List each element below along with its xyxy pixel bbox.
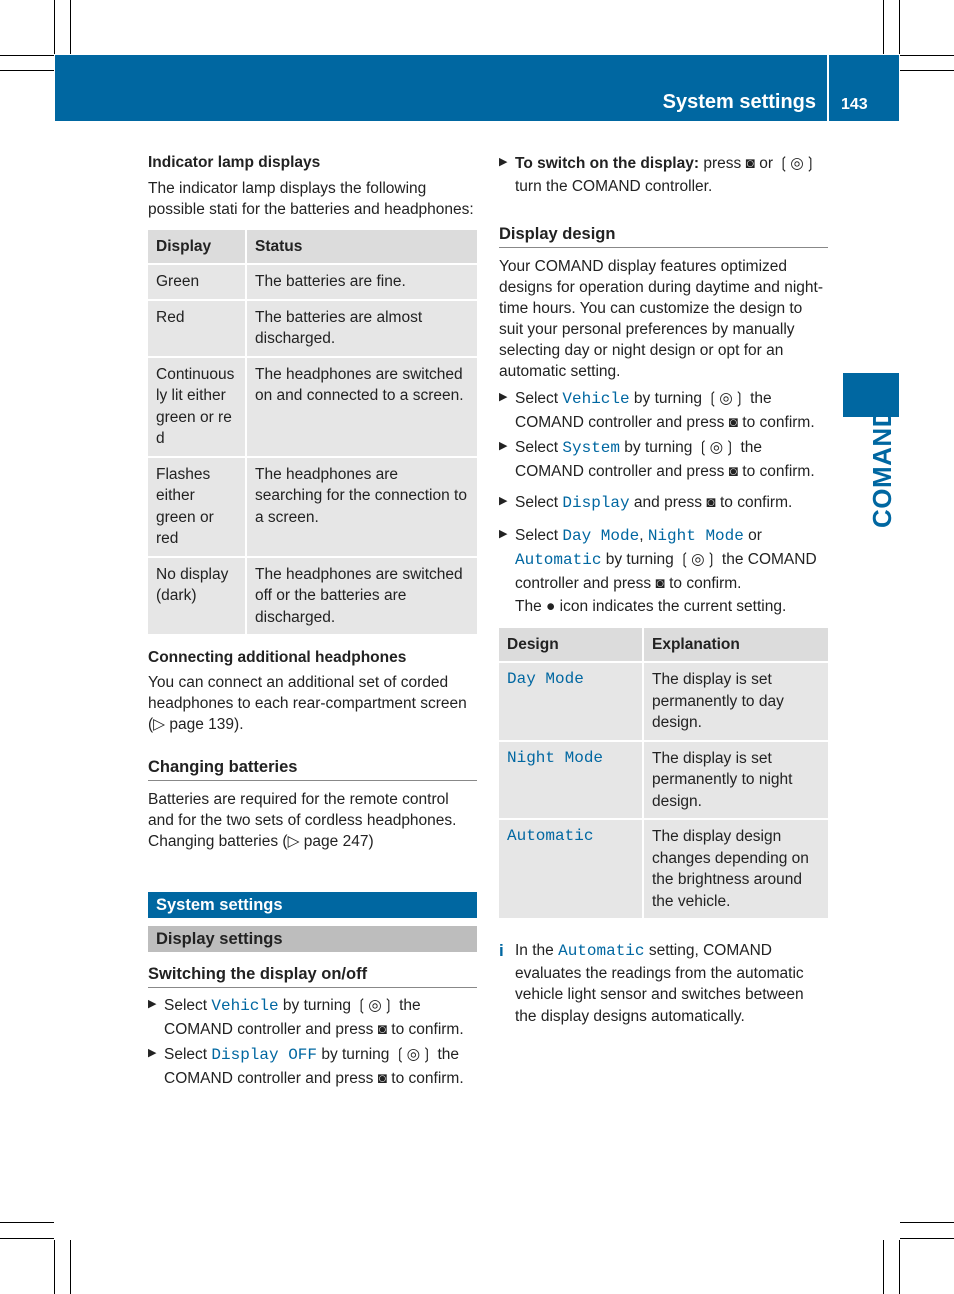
- crop-mark: [70, 1240, 71, 1294]
- header-title: System settings: [662, 91, 816, 113]
- arrow-icon: ▶: [499, 440, 508, 452]
- table-cell: Night Mode: [499, 741, 643, 820]
- menu-item-vehicle: Vehicle: [211, 997, 279, 1015]
- crop-mark: [900, 1238, 954, 1239]
- switching-heading: Switching the display on/off: [148, 964, 477, 988]
- table-cell: No display (dark): [148, 557, 246, 635]
- menu-item-display-off: Display OFF: [211, 1046, 318, 1064]
- crop-mark: [54, 1240, 55, 1294]
- crop-mark: [0, 1238, 54, 1239]
- table-cell: Green: [148, 264, 246, 300]
- arrow-icon: ▶: [499, 528, 508, 540]
- design-heading: Display design: [499, 224, 828, 248]
- table-cell: The headphones are switched off or the batteries are discharged.: [246, 557, 477, 635]
- changing-heading: Changing batteries: [148, 757, 477, 781]
- table-header-row: [499, 628, 828, 662]
- arrow-icon: ▶: [499, 391, 508, 403]
- table-cell: The headphones are searching for the connection to a screen.: [246, 457, 477, 557]
- table-row: [499, 819, 828, 918]
- page-header: [55, 55, 899, 121]
- instruction-step: ▶ Select Vehicle by turning ❲◎❳ the COMAND controller and press ◙ to confirm.: [499, 387, 828, 434]
- table-row: [148, 457, 477, 557]
- arrow-icon: ▶: [148, 998, 157, 1010]
- instruction-step: ▶ Select Vehicle by turning ❲◎❳ the COMAND controller and press ◙ to confirm.: [148, 994, 477, 1041]
- chapter-label-text: COMAND: [867, 408, 897, 528]
- crop-mark: [899, 1240, 900, 1294]
- table-cell: The display is set permanently to night design.: [643, 741, 828, 820]
- indicator-heading: Indicator lamp displays: [148, 154, 321, 171]
- design-intro: Your COMAND display features optimized designs for operation during daytime and night-time hours. You can customize the design to suit your personal preferences by manually selecting day or night design or opt for an automatic setting.: [499, 258, 823, 380]
- right-column: [499, 152, 828, 1027]
- table-cell: Day Mode: [499, 662, 643, 741]
- table-cell: The batteries are fine.: [246, 264, 477, 300]
- crop-mark: [900, 1222, 954, 1223]
- crop-mark: [0, 55, 54, 56]
- instruction-step: ▶ Select Display OFF by turning ❲◎❳ the COMAND controller and press ◙ to confirm.: [148, 1043, 477, 1090]
- crop-mark: [0, 1222, 54, 1223]
- column-header-explanation: Explanation: [643, 628, 828, 662]
- crop-mark: [0, 70, 54, 71]
- table-header-row: [148, 230, 477, 264]
- crop-mark: [900, 55, 954, 56]
- display-settings-band: Display settings: [148, 926, 477, 952]
- table-row: [148, 357, 477, 457]
- table-row: [148, 300, 477, 357]
- table-row: [148, 264, 477, 300]
- table-cell: Flashes either green or red: [148, 457, 246, 557]
- indicator-intro: The indicator lamp displays the following possible stati for the batteries and headphones:: [148, 180, 474, 218]
- table-cell: The display design changes depending on the brightness around the vehicle.: [643, 819, 828, 918]
- menu-item-automatic: Automatic: [515, 551, 602, 569]
- crop-mark: [54, 0, 55, 54]
- column-header-status: Status: [246, 230, 477, 264]
- step-note: The ● icon indicates the current setting.: [515, 598, 787, 615]
- arrow-icon: ▶: [499, 495, 508, 507]
- system-settings-band: System settings: [148, 892, 477, 918]
- column-header-design: Design: [499, 628, 643, 662]
- table-cell: The batteries are almost discharged.: [246, 300, 477, 357]
- instruction-step: ▶ Select Display and press ◙ to confirm.: [499, 491, 828, 515]
- connecting-text: You can connect an additional set of corded headphones to each rear-compartment screen (▷ page 139).: [148, 674, 467, 733]
- table-cell: The display is set permanently to day design.: [643, 662, 828, 741]
- instruction-step: ▶ To switch on the display: press ◙ or ❲◎❳ turn the COMAND controller.: [499, 152, 828, 198]
- menu-item-vehicle: Vehicle: [562, 390, 630, 408]
- header-divider: [827, 55, 829, 121]
- connecting-heading: Connecting additional headphones: [148, 649, 407, 666]
- table-cell: The headphones are switched on and connected to a screen.: [246, 357, 477, 457]
- chapter-label: [841, 408, 897, 528]
- menu-item-day-mode: Day Mode: [562, 527, 640, 545]
- crop-mark: [70, 0, 71, 54]
- crop-mark: [883, 0, 884, 54]
- changing-text: Batteries are required for the remote control and for the two sets of cordless headphones. Changing batteries (▷ page 247): [148, 791, 457, 850]
- info-note: i In the Automatic setting, COMAND evaluates the readings from the automatic vehicle light sensor and switches between the display designs automatically.: [499, 940, 828, 1027]
- indicator-table: [148, 230, 477, 634]
- table-cell: Continuously lit either green or red: [148, 357, 246, 457]
- left-column: [148, 152, 477, 1090]
- table-cell: Automatic: [499, 819, 643, 918]
- column-header-display: Display: [148, 230, 246, 264]
- table-cell: Red: [148, 300, 246, 357]
- table-row: [499, 741, 828, 820]
- crop-mark: [899, 0, 900, 54]
- instruction-step: ▶ Select Day Mode, Night Mode or Automatic by turning ❲◎❳ the COMAND controller and press ◙ to confirm. The ● icon indicates the current setting.: [499, 524, 828, 618]
- arrow-icon: ▶: [148, 1047, 157, 1059]
- instruction-step: ▶ Select System by turning ❲◎❳ the COMAND controller and press ◙ to confirm.: [499, 436, 828, 483]
- design-table: [499, 628, 828, 918]
- crop-mark: [883, 1240, 884, 1294]
- menu-item-automatic: Automatic: [558, 942, 645, 960]
- arrow-icon: ▶: [499, 156, 508, 168]
- menu-item-system: System: [562, 439, 620, 457]
- table-row: [499, 662, 828, 741]
- crop-mark: [900, 70, 954, 71]
- info-icon: i: [499, 941, 504, 960]
- table-row: [148, 557, 477, 635]
- page-number: 143: [841, 96, 868, 113]
- menu-item-display: Display: [562, 494, 630, 512]
- menu-item-night-mode: Night Mode: [647, 527, 744, 545]
